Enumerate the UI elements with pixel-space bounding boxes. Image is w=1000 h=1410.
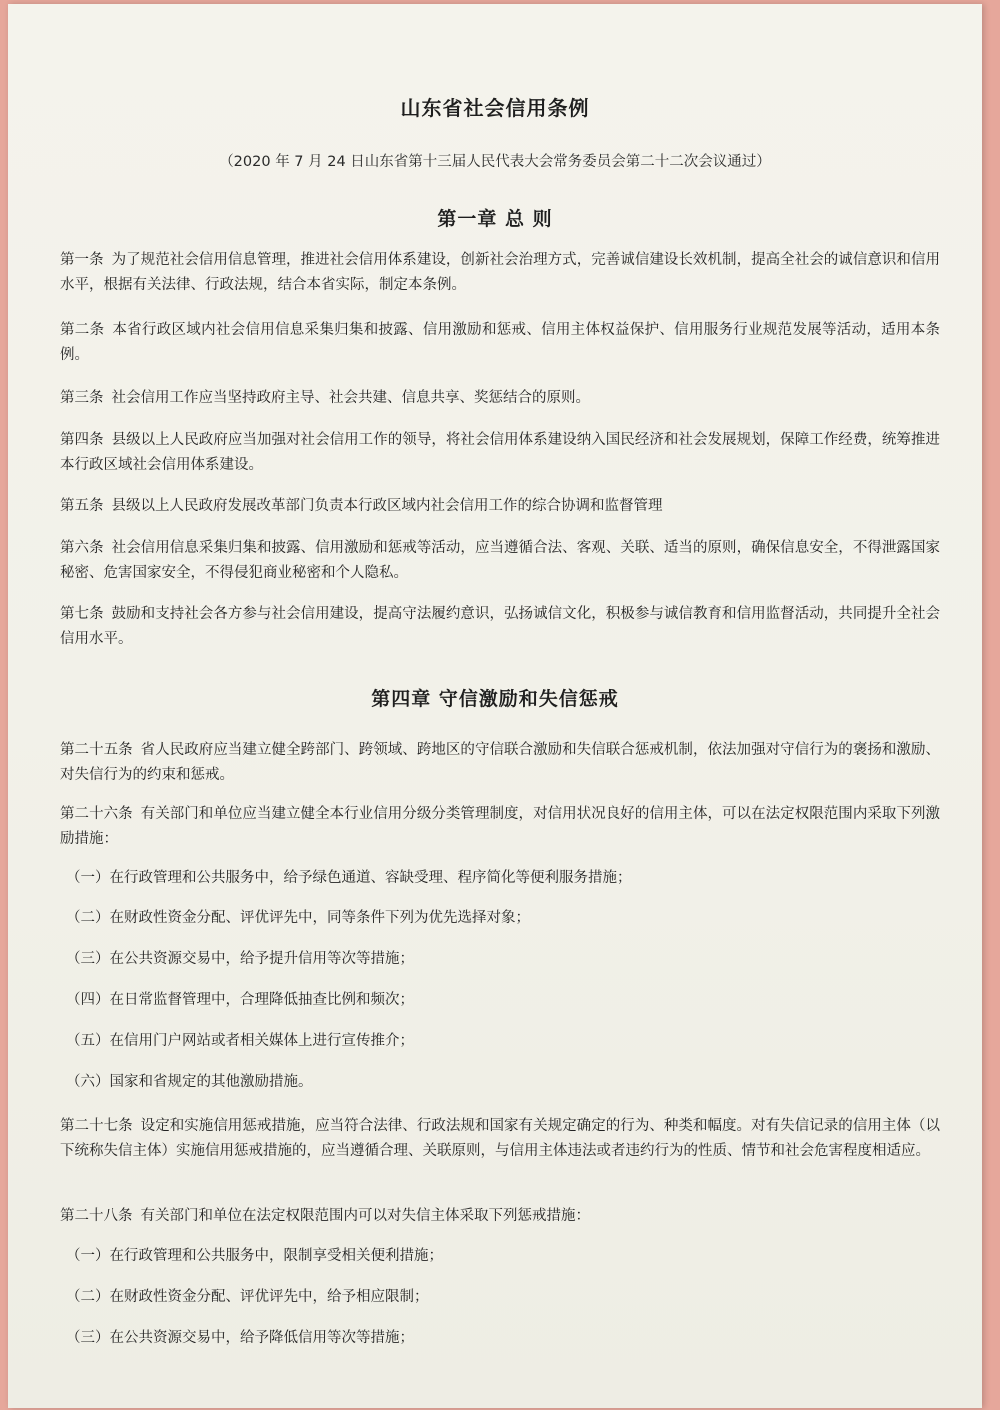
list-item: （四）在日常监督管理中，合理降低抽查比例和频次；	[66, 992, 414, 1008]
list-item: （二）在财政性资金分配、评优评先中，同等条件下列为优先选择对象；	[66, 910, 530, 926]
article-number: 第二条	[60, 322, 105, 338]
article-26	[60, 802, 940, 852]
article-text: 社会信用信息采集归集和披露、信用激励和惩戒等活动，应当遵循合法、客观、关联、适当的原则，确保信息安全，不得泄露国家秘密、危害国家安全，不得侵犯商业秘密和个人隐私。	[60, 540, 941, 581]
article-28	[60, 1204, 940, 1229]
document-title: 山东省社会信用条例	[400, 96, 590, 120]
article-text: 有关部门和单位应当建立健全本行业信用分级分类管理制度，对信用状况良好的信用主体，可以在法定权限范围内采取下列激励措施：	[60, 806, 940, 847]
article-27	[60, 1114, 940, 1164]
article-text: 鼓励和支持社会各方参与社会信用建设，提高守法履约意识，弘扬诚信文化，积极参与诚信教育和信用监督活动，共同提升全社会信用水平。	[60, 606, 941, 647]
chapter-1-heading: 第一章 总 则	[437, 208, 553, 230]
list-item: （五）在信用门户网站或者相关媒体上进行宣传推介；	[66, 1033, 414, 1049]
article-number: 第二十六条	[60, 806, 133, 822]
article-number: 第二十七条	[60, 1118, 133, 1134]
article-text: 县级以上人民政府应当加强对社会信用工作的领导，将社会信用体系建设纳入国民经济和社会发展规划，保障工作经费，统筹推进本行政区域社会信用体系建设。	[60, 432, 941, 473]
article-text: 县级以上人民政府发展改革部门负责本行政区域内社会信用工作的综合协调和监督管理	[111, 498, 663, 514]
list-item: （三）在公共资源交易中，给予提升信用等次等措施；	[66, 951, 414, 967]
article-6	[60, 536, 940, 586]
article-1	[60, 248, 940, 298]
article-text: 设定和实施信用惩戒措施，应当符合法律、行政法规和国家有关规定确定的行为、种类和幅度。对有失信记录的信用主体（以下统称失信主体）实施信用惩戒措施的，应当遵循合理、关联原则，与信用主体违法或者违约行为的性质、情节和社会危害程度相适应。	[60, 1118, 940, 1159]
article-number: 第三条	[60, 390, 104, 406]
document-page	[8, 4, 982, 1408]
article-25	[60, 738, 940, 788]
article-2	[60, 318, 940, 368]
article-number: 第七条	[60, 606, 104, 622]
article-number: 第二十五条	[60, 742, 133, 758]
list-item: （二）在财政性资金分配、评优评先中，给予相应限制；	[66, 1289, 429, 1305]
article-text: 本省行政区域内社会信用信息采集归集和披露、信用激励和惩戒、信用主体权益保护、信用服务行业规范发展等活动，适用本条例。	[60, 322, 941, 363]
article-text: 社会信用工作应当坚持政府主导、社会共建、信息共享、奖惩结合的原则。	[111, 390, 590, 406]
article-text: 为了规范社会信用信息管理，推进社会信用体系建设，创新社会治理方式，完善诚信建设长效机制，提高全社会的诚信意识和信用水平，根据有关法律、行政法规，结合本省实际，制定本条例。	[60, 252, 941, 293]
article-4	[60, 428, 940, 478]
article-text: 有关部门和单位在法定权限范围内可以对失信主体采取下列惩戒措施：	[140, 1208, 590, 1224]
chapter-4-heading: 第四章 守信激励和失信惩戒	[371, 688, 619, 710]
article-text: 省人民政府应当建立健全跨部门、跨领域、跨地区的守信联合激励和失信联合惩戒机制，依法加强对守信行为的褒扬和激励、对失信行为的约束和惩戒。	[60, 742, 940, 783]
article-number: 第五条	[60, 498, 104, 514]
list-item: （一）在行政管理和公共服务中，限制享受相关便利措施；	[66, 1248, 443, 1264]
article-5	[60, 494, 940, 519]
list-item: （一）在行政管理和公共服务中，给予绿色通道、容缺受理、程序简化等便利服务措施；	[66, 870, 632, 886]
article-number: 第一条	[60, 252, 104, 268]
article-number: 第四条	[60, 432, 104, 448]
article-number: 第六条	[60, 540, 104, 556]
article-7	[60, 602, 940, 652]
article-number: 第二十八条	[60, 1208, 133, 1224]
list-item: （六）国家和省规定的其他激励措施。	[66, 1074, 313, 1090]
document-subtitle: （2020 年 7 月 24 日山东省第十三届人民代表大会常务委员会第二十二次会议通过）	[219, 154, 771, 170]
list-item: （三）在公共资源交易中，给予降低信用等次等措施；	[66, 1330, 414, 1346]
article-3	[60, 386, 940, 411]
